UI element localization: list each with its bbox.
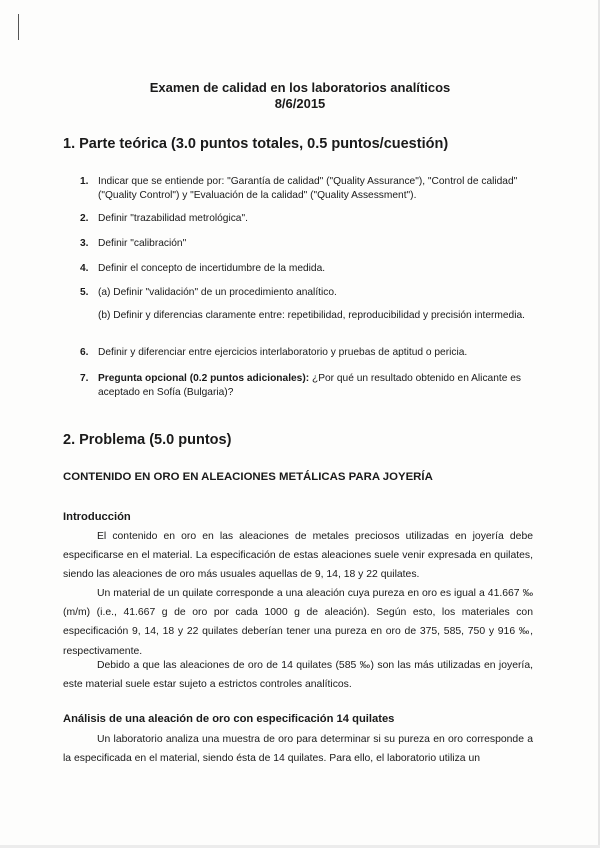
intro-paragraph-3: Debido a que las aleaciones de oro de 14 quilates (585 ‰) son las más utilizadas en joyería, este material suele estar sujeto a estrictos controles analíticos. [63,660,533,691]
question-number: 2. [80,213,89,224]
intro-heading: Introducción [63,511,131,523]
question-7 [80,372,534,400]
question-3 [80,237,534,251]
question-bold-prefix: Pregunta opcional (0.2 puntos adicionales): [98,373,310,384]
intro-paragraph-2: Un material de un quilate corresponde a una aleación cuya pureza en oro es igual a 41.667 ‰ (m/m) (i.e., 41.667 g de oro por cada 1000 g de aleación). Según esto, los materiales con especificación 9, 14, 18 y 22 quilates deberían tener una pureza en oro de 375, 585, 750 y 916 ‰, respectivamente. [63,588,533,657]
section1-heading: 1. Parte teórica (3.0 puntos totales, 0.5 puntos/cuestión) [63,136,449,152]
question-6 [80,346,534,360]
question-number: 1. [80,176,89,187]
exam-title: Examen de calidad en los laboratorios analíticos [149,80,451,95]
intro-paragraph-1: El contenido en oro en las aleaciones de metales preciosos utilizadas en joyería debe especificarse en el material. La especificación de estas aleaciones suele venir expresada en quilates, siendo las aleaciones de oro más usuales aquellas de 9, 14, 18 y 22 quilates. [63,531,533,581]
exam-date: 8/6/2015 [274,96,326,111]
question-number: 5. [80,287,89,298]
question-text: Definir el concepto de incertidumbre de la medida. [98,263,326,274]
question-text: (b) Definir y diferencias claramente entre: repetibilidad, reproducibilidad y precisión intermedia. [98,310,525,321]
question-text: Definir "trazabilidad metrológica". [98,213,248,224]
question-text: (a) Definir "validación" de un procedimiento analítico. [98,287,337,298]
question-text: Definir "calibración" [98,238,187,249]
problem-title: CONTENIDO EN ORO EN ALEACIONES METÁLICAS PARA JOYERÍA [63,471,433,483]
scan-artifact-line [18,14,19,40]
question-4 [80,262,534,276]
question-5b [98,309,534,323]
question-number: 6. [80,347,89,358]
question-text: Definir y diferenciar entre ejercicios interlaboratorio y pruebas de aptitud o pericia. [98,347,468,358]
question-text: ¿Por qué un resultado obtenido en Alicante es aceptado en Sofía (Bulgaria)? [98,373,521,398]
analysis-paragraph: Un laboratorio analiza una muestra de oro para determinar si su pureza en oro corresponde a la especificada en el material, siendo ésta de 14 quilates. Para ello, el laboratorio utiliza un [63,734,533,765]
question-number: 3. [80,238,89,249]
question-2 [80,212,534,226]
analysis-heading: Análisis de una aleación de oro con especificación 14 quilates [63,713,395,725]
question-number: 7. [80,373,89,384]
question-number: 4. [80,263,89,274]
section2-heading: 2. Problema (5.0 puntos) [63,432,232,448]
question-5a [80,286,534,300]
question-text: Indicar que se entiende por: "Garantía de calidad" ("Quality Assurance"), "Control de calidad" ("Quality Control") y "Evaluación de la calidad" ("Quality Assessment"). [98,176,518,201]
question-1 [80,175,534,203]
